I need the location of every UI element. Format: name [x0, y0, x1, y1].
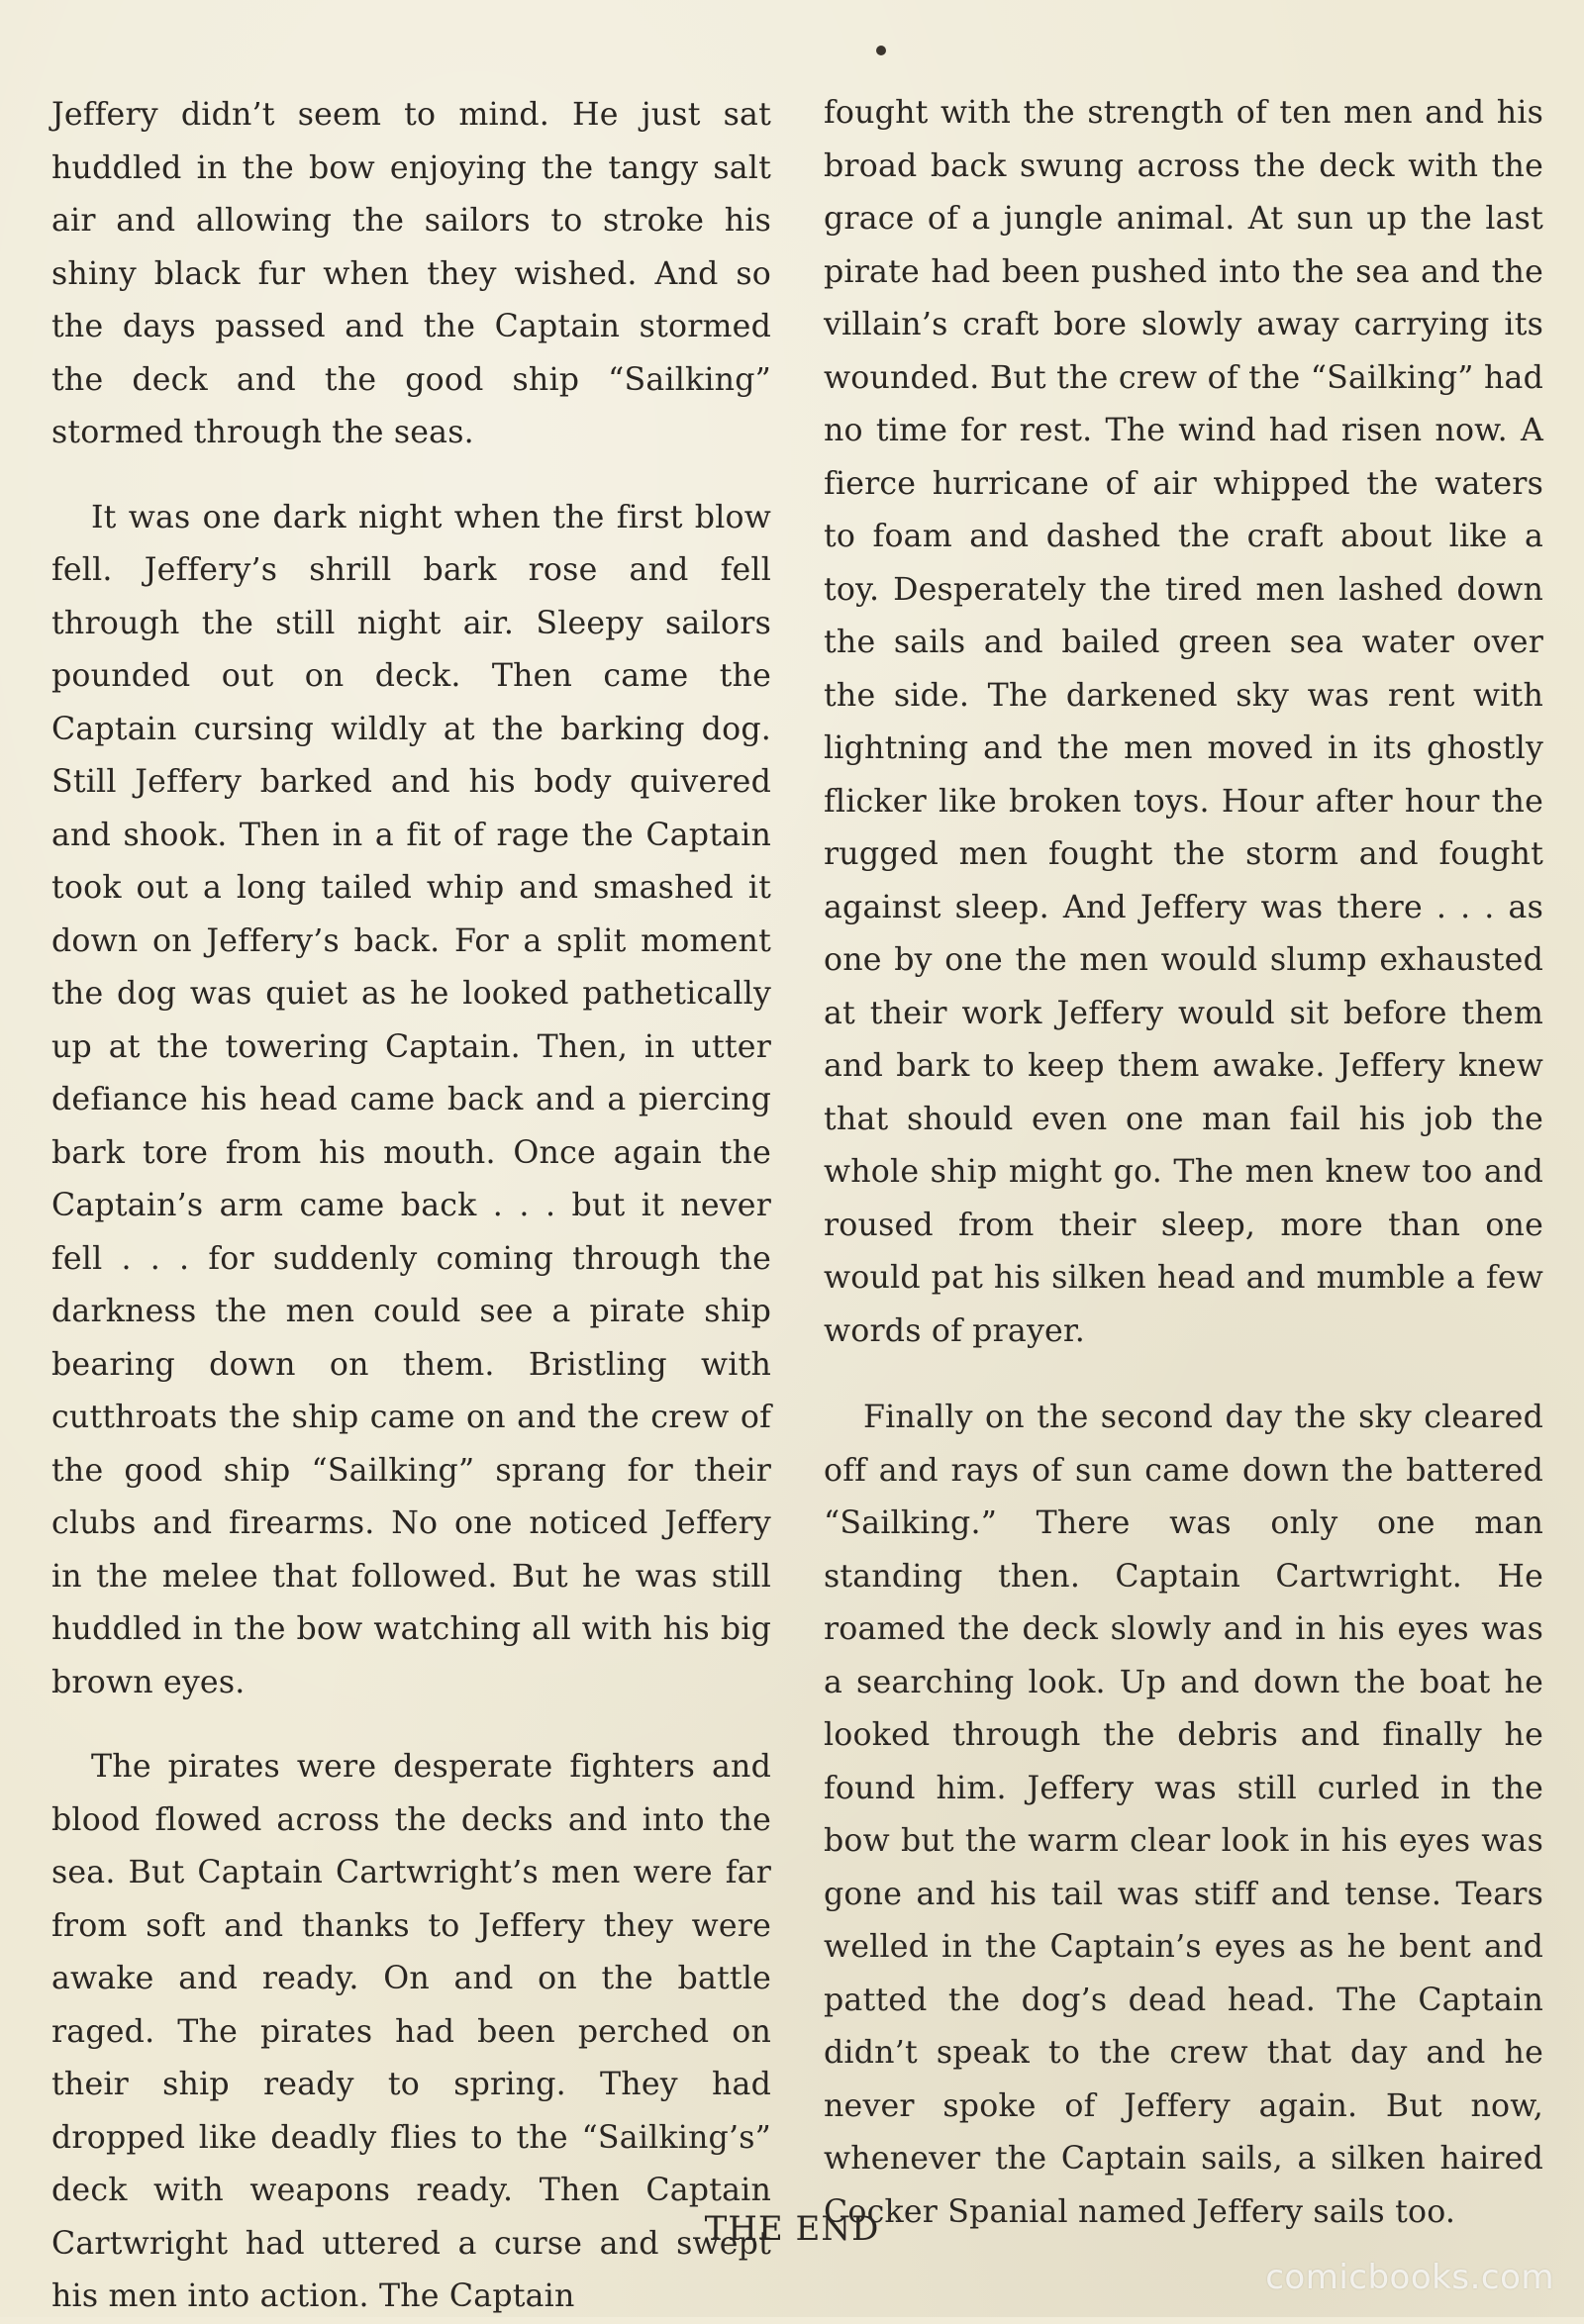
right-column	[824, 87, 1543, 2239]
page-dot-mark	[876, 46, 886, 55]
left-column	[51, 89, 771, 2324]
watermark: comicbooks.com	[1265, 2258, 1554, 2297]
paragraph: Finally on the second day the sky cleared off and rays of sun came down the battered “Sailking.” There was only one man standing then. Captain Cartwright. He roamed the deck slowly and in his eyes was a searching look. Up and down the boat he looked through the debris and finally he found him. Jeffery was still curled in the bow but the warm clear look in his eyes was gone and his tail was stiff and tense. Tears welled in the Captain’s eyes as he bent and patted the dog’s dead head. The Captain didn’t speak to the crew that day and he never spoke of Jeffery again. But now, whenever the Captain sails, a silken haired Cocker Spanial named Jeffery sails too.	[824, 1400, 1543, 2230]
paragraph: Jeffery didn’t seem to mind. He just sat huddled in the bow enjoying the tangy salt air and allowing the sailors to stroke his shiny black fur when they wished. And so the days passed and the Captain stormed the deck and the good ship “Sailking” stormed through the seas.	[51, 97, 771, 450]
the-end-label: THE END	[704, 2209, 880, 2249]
paragraph: fought with the strength of ten men and his broad back swung across the deck with the grace of a jungle animal. At sun up the last pirate had been pushed into the sea and the villain’s craft bore slowly away carrying its wounded. But the crew of the “Sailking” had no time for rest. The wind had risen now. A fierce hurricane of air whipped the waters to foam and dashed the craft about like a toy. Desperately the tired men lashed down the sails and bailed green sea water over the side. The darkened sky was rent with lightning and the men moved in its ghostly flicker like broken toys. Hour after hour the rugged men fought the storm and fought against sleep. And Jeffery was there . . . as one by one the men would slump exhausted at their work Jeffery would sit before them and bark to keep them awake. Jeffery knew that should even one man fail his job the whole ship might go. The men knew too and roused from their sleep, more than one would pat his silken head and mumble a few words of prayer.	[824, 95, 1543, 1349]
paragraph: The pirates were desperate fighters and blood flowed across the decks and into the sea. But Captain Cartwright’s men were far from soft and thanks to Jeffery they were awake and ready. On and on the battle raged. The pirates had been perched on their ship ready to spring. They had dropped like deadly flies to the “Sailking’s” deck with weapons ready. Then Captain Cartwright had uttered a curse and swept his men into action. The Captain	[51, 1749, 771, 2314]
paragraph: It was one dark night when the first blow fell. Jeffery’s shrill bark rose and fell through the still night air. Sleepy sailors pounded out on deck. Then came the Captain cursing wildly at the barking dog. Still Jeffery barked and his body quivered and shook. Then in a fit of rage the Captain took out a long tailed whip and smashed it down on Jeffery’s back. For a split moment the dog was quiet as he looked pathetically up at the towering Captain. Then, in utter defiance his head came back and a piercing bark tore from his mouth. Once again the Captain’s arm came back . . . but it never fell . . . for suddenly coming through the darkness the men could see a pirate ship bearing down on them. Bristling with cutthroats the ship came on and the crew of the good ship “Sailking” sprang for their clubs and firearms. No one noticed Jeffery in the melee that followed. But he was still huddled in the bow watching all with his big brown eyes.	[51, 499, 771, 1700]
